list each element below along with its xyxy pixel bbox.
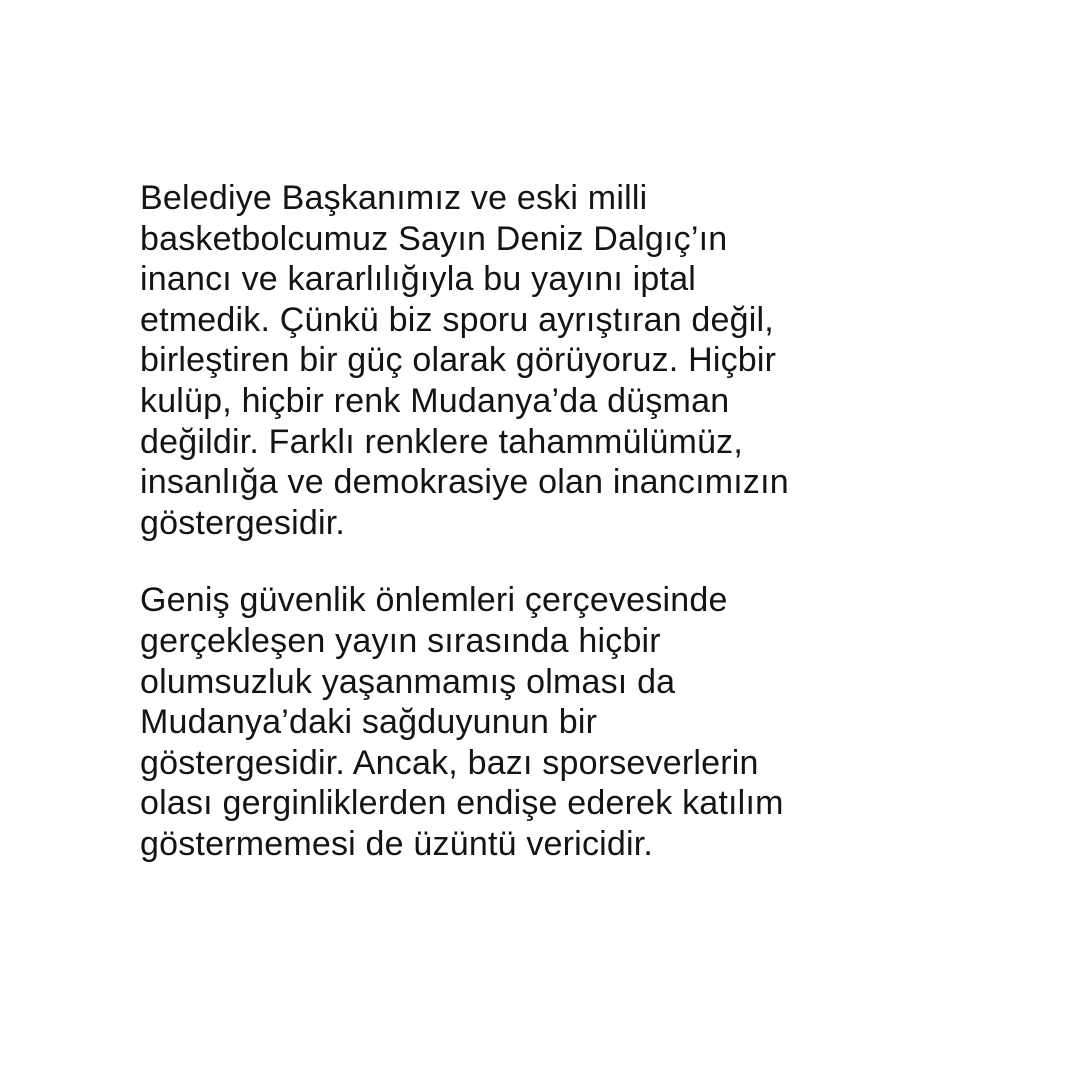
statement-text [140, 178, 1020, 865]
text-line: insanlığa ve demokrasiye olan inancımızın [140, 463, 789, 502]
text-line: Geniş güvenlik önlemleri çerçevesinde [140, 581, 728, 620]
text-line: birleştiren bir güç olarak görüyoruz. Hiçbir [140, 341, 777, 380]
text-line: inancı ve kararlılığıyla bu yayını iptal [140, 260, 697, 299]
text-line: Belediye Başkanımız ve eski milli [140, 179, 648, 217]
text-line: göstergesidir. [140, 503, 346, 542]
text-line: değildir. Farklı renklere tahammülümüz, [140, 422, 744, 461]
text-line: Mudanya’daki sağduyunun bir [140, 703, 598, 742]
paragraph-2 [140, 580, 1020, 864]
text-line: olası gerginliklerden endişe ederek katılım [140, 784, 784, 823]
text-line: etmedik. Çünkü biz sporu ayrıştıran değil, [140, 300, 774, 339]
text-line: olumsuzluk yaşanmamış olması da [140, 662, 676, 701]
text-line: göstermemesi de üzüntü vericidir. [140, 824, 654, 863]
text-line: gerçekleşen yayın sırasında hiçbir [140, 621, 661, 660]
text-line: kulüp, hiçbir renk Mudanya’da düşman [140, 381, 730, 420]
text-line: basketbolcumuz Sayın Deniz Dalgıç’ın [140, 219, 728, 258]
paragraph-1 [140, 178, 1020, 543]
text-line: göstergesidir. Ancak, bazı sporseverlerin [140, 743, 759, 782]
